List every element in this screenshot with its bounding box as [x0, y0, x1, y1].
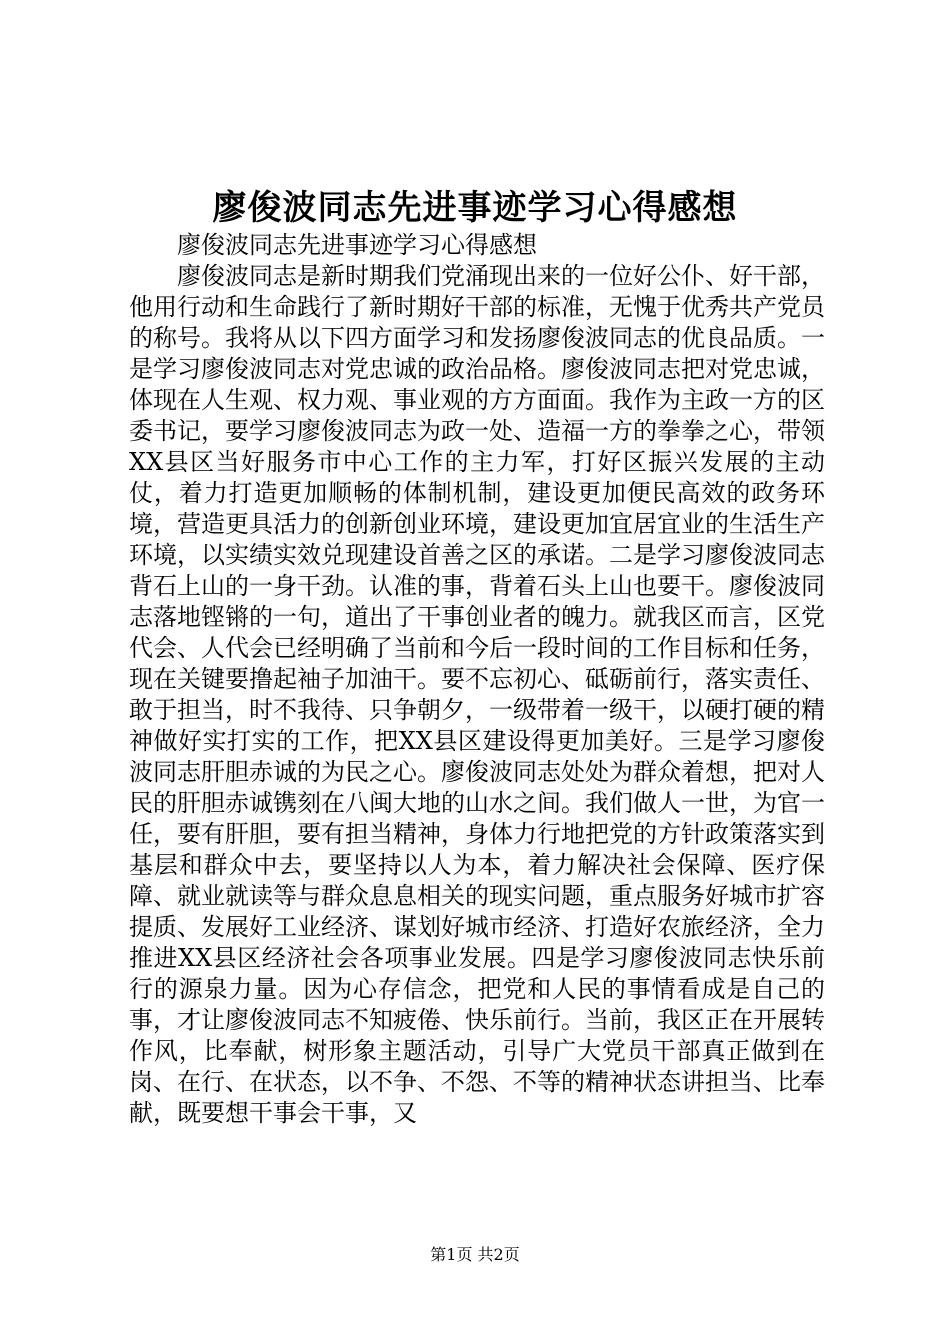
document-body — [129, 230, 825, 1129]
body-subtitle: 廖俊波同志先进事迹学习心得感想 — [177, 231, 537, 259]
document-title: 廖俊波同志先进事迹学习心得感想 — [212, 188, 738, 228]
page-footer: 第1页 共2页 — [430, 1245, 520, 1264]
body-paragraph: 廖俊波同志是新时期我们党涌现出来的一位好公仆、好干部，他用行动和生命践行了新时期好干部的标准，无愧于优秀共产党员的称号。我将从以下四方面学习和发扬廖俊波同志的优良品质。一是学习廖俊波同志对党忠诚的政治品格。廖俊波同志把对党忠诚，体现在人生观、权力观、事业观的方方面面。我作为主政一方的区委书记，要学习廖俊波同志为政一处、造福一方的拳拳之心，带领XX县区当好服务市中心工作的主力军，打好区振兴发展的主动仗，着力打造更加顺畅的体制机制，建设更加便民高效的政务环境，营造更具活力的创新创业环境，建设更加宜居宜业的生活生产环境，以实绩实效兑现建设首善之区的承诺。二是学习廖俊波同志背石上山的一身干劲。认准的事，背着石头上山也要干。廖俊波同志落地铿锵的一句，道出了干事创业者的魄力。就我区而言，区党代会、人代会已经明确了当前和今后一段时间的工作目标和任务，现在关键要撸起袖子加油干。要不忘初心、砥砺前行，落实责任、敢于担当，时不我待、只争朝夕，一级带着一级干，以硬打硬的精神做好实打实的工作，把XX县区建设得更加美好。三是学习廖俊波同志肝胆赤诚的为民之心。廖俊波同志处处为群众着想，把对人民的肝胆赤诚镌刻在八闽大地的山水之间。我们做人一世，为官一任，要有肝胆，要有担当精神，身体力行地把党的方针政策落实到基层和群众中去，要坚持以人为本，着力解决社会保障、医疗保障、就业就读等与群众息息相关的现实问题，重点服务好城市扩容提质、发展好工业经济、谋划好城市经济、打造好农旅经济，全力推进XX县区经济社会各项事业发展。四是学习廖俊波同志快乐前行的源泉力量。因为心存信念，把党和人民的事情看成是自己的事，才让廖俊波同志不知疲倦、快乐前行。当前，我区正在开展转作风，比奉献，树形象主题活动，引导广大党员干部真正做到在岗、在行、在状态，以不争、不怨、不等的精神状态讲担当、比奉献，既要想干事会干事，又 — [129, 262, 825, 1127]
